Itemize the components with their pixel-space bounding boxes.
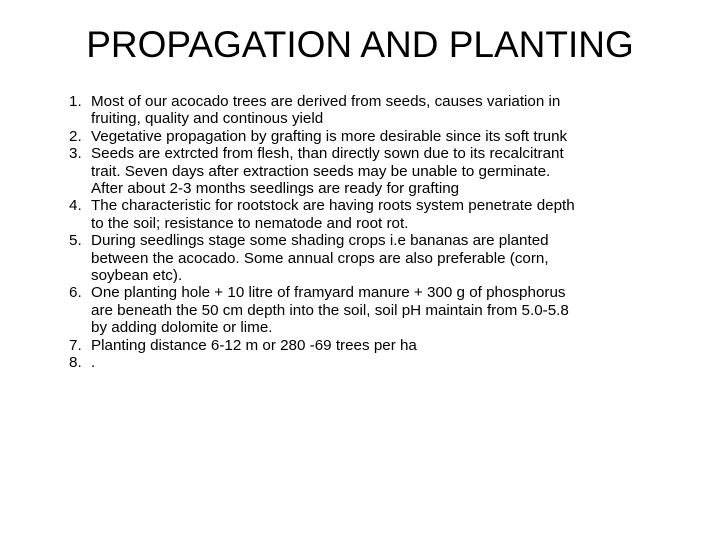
list-item-number: [40, 93, 91, 110]
list-item-number-label: 6.: [69, 284, 82, 302]
list-item-number-label: 8.: [69, 354, 82, 372]
slide-title: PROPAGATION AND PLANTING: [86, 24, 634, 65]
list-item-6: [40, 284, 680, 336]
list-item-5: [40, 232, 680, 284]
list-item-1: [40, 93, 680, 128]
list-item-4: [40, 197, 680, 232]
list-item-number-label: 2.: [69, 127, 82, 145]
numbered-list: [40, 93, 680, 372]
list-item-8: [40, 354, 680, 371]
list-item-number-label: 5.: [69, 232, 82, 250]
list-item-3: [40, 145, 680, 197]
list-item-text: .: [91, 354, 96, 372]
list-item-text: Planting distance 6-12 m or 280 -69 trees per ha: [91, 336, 417, 354]
list-item-number: [40, 354, 91, 371]
list-item-number-label: 4.: [69, 197, 82, 215]
list-item-7: [40, 337, 680, 354]
list-item-number: [40, 232, 91, 249]
list-item-number: [40, 284, 91, 301]
list-item-number: [40, 197, 91, 214]
list-item-number-label: 1.: [69, 93, 82, 110]
list-item-text: Vegetative propagation by grafting is more desirable since its soft trunk: [91, 127, 568, 145]
list-item-2: [40, 128, 680, 145]
list-item-number: [40, 145, 91, 162]
list-item-number-label: 7.: [69, 336, 82, 354]
list-item-text: Most of our acocado trees are derived from seeds, causes variation in fruiting, quality and continous yield: [91, 93, 561, 128]
list-item-number: [40, 337, 91, 354]
list-item-number-label: 3.: [69, 145, 82, 163]
list-item-text: One planting hole + 10 litre of framyard manure + 300 g of phosphorus are beneath the 50 cm depth into the soil, soil pH maintain from 5.0-5.8 by adding dolomite or lime.: [91, 284, 569, 337]
list-item-text: During seedlings stage some shading crops i.e bananas are planted between the acocado. Some annual crops are also preferable (corn, soybean etc).: [91, 232, 549, 285]
list-item-text: Seeds are extrcted from flesh, than directly sown due to its recalcitrant trait. Seven days after extraction seeds may be unable to germinate. After about 2-3 months seedlings are ready for grafting: [91, 145, 564, 198]
list-item-number: [40, 128, 91, 145]
list-item-text: The characteristic for rootstock are having roots system penetrate depth to the soil; resistance to nematode and root rot.: [91, 197, 575, 232]
